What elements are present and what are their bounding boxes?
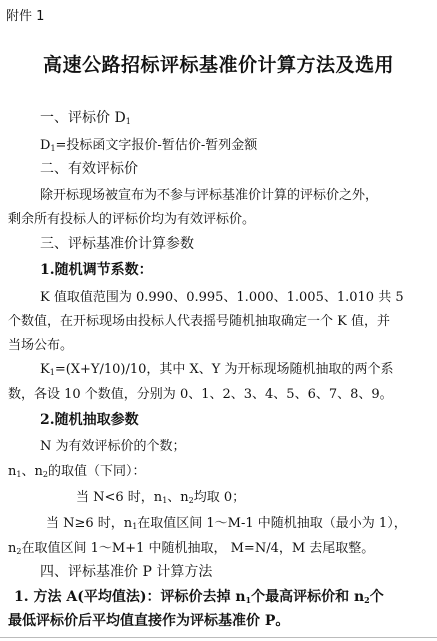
random-parameter-subheading: 2.随机抽取参数 (40, 412, 139, 428)
case-n-less-than-6: 当 N<6 时，$n_1$、$n_2$均取 0； (76, 490, 246, 505)
section-2-heading: 二、有效评标价 (40, 161, 138, 177)
k1-formula-line-2: 数，各设 10 个数值，分别为 0、1、2、3、4、5、6、7、8、9。 (8, 387, 393, 402)
k-range-line-2: 个数值，在开标现场由投标人代表摇号随机抽取确定一个 K 值，并 (8, 314, 390, 329)
k1-formula-line-1: $K_1=(X+Y/10)/10$，其中 X、Y 为开标现场随机抽取的两个系 (40, 362, 394, 377)
k-range-line-1: K 值取值范围为 0.990、0.995、1.000、1.005、1.010 共 5 (40, 290, 404, 305)
method-a-line-2: 最低评标价后平均值直接作为评标基准价 P。 (8, 613, 290, 629)
bid-price-formula: $D_1=$投标函文字报价-暂估价-暂列金额 (40, 138, 258, 153)
case-n-at-least-6: 当 N≥6 时，$n_1$在取值区间 1～M-1 中随机抽取（最小为 1）， (46, 516, 407, 531)
valid-price-line-2: 剩余所有投标人的评标价均为有效评标价。 (8, 212, 256, 227)
section-4-heading: 四、评标基准价 P 计算方法 (40, 564, 213, 580)
random-coefficient-subheading: 1.随机调节系数： (40, 262, 153, 278)
page-bottom-divider (0, 637, 437, 638)
document-title: 高速公路招标评标基准价计算方法及选用 (42, 54, 394, 76)
n-values-intro: $n_1$、$n_2$的取值（下同）： (8, 464, 146, 479)
section-1-heading: 一、评标价 $D_1$ (40, 110, 131, 126)
valid-price-line-1: 除开标现场被宣布为不参与评标基准价计算的评标价之外， (40, 188, 379, 203)
attachment-label: 附件 1 (6, 9, 45, 24)
method-a-line-1: 1. 方法 A(平均值法)：评标价去掉 $n_1$个最高评标价和 $n_2$个 (14, 589, 384, 605)
section-3-heading: 三、评标基准价计算参数 (40, 236, 194, 252)
case-n2-range: $n_2$在取值区间 1～M+1 中随机抽取， M=N/4，M 去尾取整。 (8, 541, 375, 556)
k-range-line-3: 当场公布。 (8, 338, 74, 353)
n-definition: N 为有效评标价的个数； (40, 439, 186, 454)
